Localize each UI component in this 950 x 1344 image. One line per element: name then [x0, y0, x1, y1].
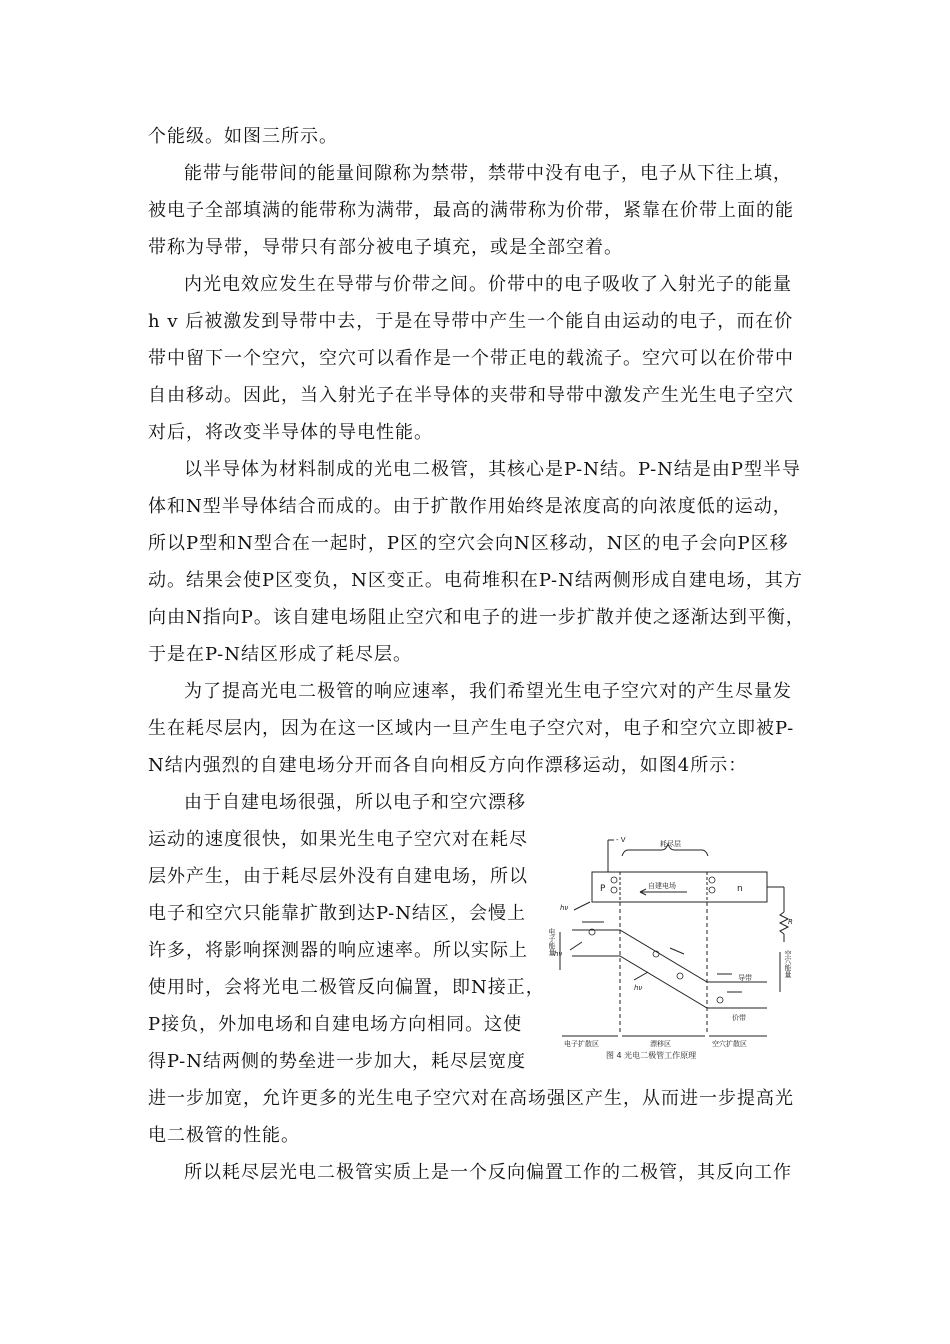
text-line: P接负，外加电场和自建电场方向相同。这使: [148, 1014, 523, 1035]
text-line: 为了提高光电二极管的响应速率，我们希望光生电子空穴对的产生尽量发: [184, 681, 792, 702]
text-line: 所以耗尽层光电二极管实质上是一个反向偏置工作的二极管，其反向工作: [184, 1162, 792, 1183]
paragraph-continuation-2: [148, 1080, 803, 1154]
text-line: 生在耗尽层内，因为在这一区域内一旦产生电子空穴对，电子和空穴立即被P-: [148, 718, 795, 739]
text-line: 所以P型和N型合在一起时，P区的空穴会向N区移动，N区的电子会向P区移: [148, 533, 789, 554]
text-line: 层外产生，由于耗尽层外没有自建电场，所以: [148, 866, 528, 887]
text-line: 动。结果会使P区变负，N区变正。电荷堆积在P-N结两侧形成自建电场，其方: [148, 570, 803, 591]
text-line: 带称为导带，导带只有部分被电子填充，或是全部空着。: [148, 237, 623, 258]
text-line: 使用时，会将光电二极管反向偏置，即N接正，: [148, 977, 545, 998]
hole: [717, 997, 723, 1003]
charge-plus: [709, 877, 715, 883]
incident-photon: [574, 902, 590, 910]
text-line: 电二极管的性能。: [148, 1125, 300, 1146]
label-p: P: [600, 884, 606, 894]
incident-photon: [570, 942, 582, 950]
label-vb: - V: [616, 836, 626, 844]
charge-minus: [611, 877, 617, 883]
label-drift: 漂移区: [650, 1040, 671, 1048]
label-hole-diffusion: 空穴扩散区: [712, 1040, 747, 1048]
text-line: 得P-N结两侧的势垒进一步加大，耗尽层宽度: [148, 1051, 526, 1072]
label-hv-mid: hν: [634, 984, 643, 992]
text-line: 能带与能带间的能量间隙称为禁带，禁带中没有电子，电子从下往上填，: [184, 163, 792, 184]
label-electron-energy: 电子能量: [548, 928, 556, 956]
text-line: 向由N指向P。该自建电场阻止空穴和电子的进一步扩散并使之逐渐达到平衡，: [148, 607, 805, 628]
text-line: 内光电效应发生在导带与价带之间。价带中的电子吸收了入射光子的能量: [184, 274, 792, 295]
figure-caption: 图 4 光电二极管工作原理: [606, 1051, 697, 1060]
label-hv-top: hν: [560, 904, 569, 912]
paragraph-depletion-diode: [148, 1154, 803, 1191]
paragraph-reverse-bias: [148, 784, 545, 1080]
label-hole-energy: 空穴能量: [784, 950, 792, 978]
charge-plus: [709, 887, 715, 893]
label-depletion: 耗尽层: [660, 840, 681, 848]
figure-photodiode: [548, 832, 797, 1072]
paragraph-photoelectric: [148, 266, 803, 451]
paragraph-band-gap: [148, 155, 803, 266]
load-resistor: [780, 912, 788, 934]
text-line: 自由移动。因此，当入射光子在半导体的夹带和导带中激发产生光生电子空穴: [148, 385, 794, 406]
paragraph-response-rate: [148, 673, 803, 784]
text-line: 个能级。如图三所示。: [148, 126, 338, 147]
electron-motion: [670, 948, 684, 954]
text-line: 运动的速度很快，如果光生电子空穴对在耗尽: [148, 829, 528, 850]
hole: [677, 973, 683, 979]
text-line: 对后，将改变半导体的导电性能。: [148, 422, 433, 443]
text-line: 电子和空穴只能靠扩散到达P-N结区，会慢上: [148, 903, 526, 924]
label-field: 自建电场: [648, 882, 676, 890]
text-line: 被电子全部填满的能带称为满带，最高的满带称为价带，紧靠在价带上面的能: [148, 200, 794, 221]
text-line: 由于自建电场很强，所以电子和空穴漂移: [184, 792, 526, 813]
text-line: 带中留下一个空穴，空穴可以看作是一个带正电的载流子。空穴可以在价带中: [148, 348, 794, 369]
label-valence: 价带: [732, 1014, 746, 1022]
paragraph-continuation: [148, 118, 803, 155]
charge-minus: [611, 887, 617, 893]
label-n: n: [737, 884, 743, 894]
photodiode-diagram: [548, 832, 797, 1052]
text-line: 许多，将影响探测器的响应速率。所以实际上: [148, 940, 528, 961]
label-rl: R: [788, 918, 793, 926]
label-conduction: 导带: [738, 974, 752, 982]
text-line: 于是在P-N结区形成了耗尽层。: [148, 644, 412, 665]
label-hv-left: hν: [554, 950, 563, 958]
text-line: h v 后被激发到导带中去，于是在导带中产生一个能自由运动的电子，而在价: [148, 311, 794, 332]
text-line: N结内强烈的自建电场分开而各自向相反方向作漂移运动，如图4所示：: [148, 755, 748, 776]
text-line: 体和N型半导体结合而成的。由于扩散作用始终是浓度高的向浓度低的运动，: [148, 496, 792, 517]
label-electron-diffusion: 电子扩散区: [564, 1040, 599, 1048]
incident-photon: [634, 972, 648, 980]
text-line: 以半导体为材料制成的光电二极管，其核心是P-N结。P-N结是由P型半导: [184, 459, 802, 480]
text-line: 进一步加宽，允许更多的光生电子空穴对在高场强区产生，从而进一步提高光: [148, 1088, 794, 1109]
paragraph-pn-junction: [148, 451, 803, 673]
